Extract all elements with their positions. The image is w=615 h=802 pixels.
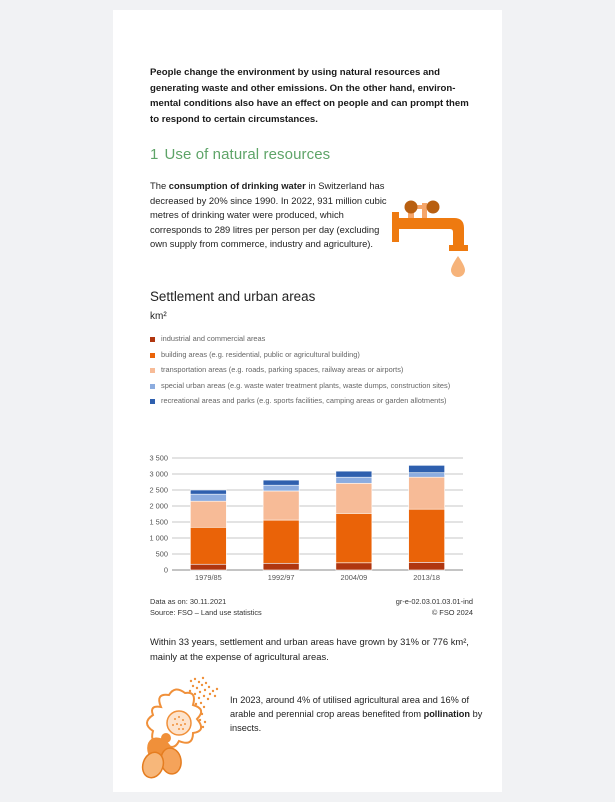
x-tick-label: 1979/85	[195, 573, 222, 582]
legend-swatch	[150, 337, 155, 342]
chart-unit: km²	[150, 311, 167, 322]
pollination-text-bold: pollination	[423, 709, 471, 720]
bar-segment	[409, 477, 445, 509]
data-source: Source: FSO – Land use statistics	[150, 607, 262, 617]
data-date: Data as on: 30.11.2021	[150, 597, 227, 606]
legend-item-special-urban	[150, 381, 470, 392]
pollination-text-start: In 2023, around 4% of utilised agricultural area and 16% of arable and perennial crop areas benefited from	[230, 695, 470, 720]
bar-segment	[190, 527, 226, 564]
bar-segment	[190, 564, 226, 570]
legend-swatch	[150, 368, 155, 373]
bar-segment	[409, 473, 445, 477]
water-text-bold: consumption of drinking water	[168, 180, 306, 191]
legend-swatch	[150, 384, 155, 389]
y-tick-label: 500	[155, 549, 168, 559]
legend-label: industrial and commercial areas	[161, 334, 266, 343]
bar-segment	[263, 520, 299, 563]
chart-code: gr-e-02.03.01.03.01-ind	[395, 597, 473, 606]
chart-footer-right	[396, 597, 473, 618]
x-tick-label: 1992/97	[267, 573, 295, 582]
section-title: Use of natural resources	[164, 146, 331, 163]
bee-flower-icon	[133, 667, 233, 782]
section-heading	[150, 146, 330, 163]
bar-segment	[336, 483, 372, 513]
legend-item-industrial	[150, 334, 470, 345]
bar-segment	[409, 465, 445, 472]
copyright: © FSO 2024	[431, 607, 473, 617]
y-tick-label: 1 000	[149, 533, 168, 543]
growth-paragraph: Within 33 years, settlement and urban areas have grown by 31% or 776 km², mainly at the expense of agricultural areas.	[150, 636, 469, 662]
legend-label: transportation areas (e.g. roads, parking spaces, railway areas or airports)	[161, 365, 404, 374]
section-number: 1	[150, 146, 159, 163]
y-tick-label: 3 000	[149, 469, 168, 479]
legend-swatch	[150, 353, 155, 358]
y-tick-label: 2 000	[149, 501, 168, 511]
water-tap-icon	[388, 190, 478, 282]
bar-segment	[263, 485, 299, 491]
bar-segment	[263, 563, 299, 570]
intro-paragraph: People change the environment by using natural resources and generating waste and other emissions. On the other hand, environ-mental conditions also have an effect on people and can prompt them to respond to certain circumstances.	[150, 67, 469, 125]
bar-segment	[263, 491, 299, 520]
legend-item-building	[150, 350, 470, 361]
bar-segment	[190, 490, 226, 494]
legend-label: recreational areas and parks (e.g. sports facilities, camping areas or garden allotments)	[161, 396, 447, 405]
bar-segment	[263, 480, 299, 485]
chart-legend	[150, 334, 470, 412]
chart-title: Settlement and urban areas	[150, 289, 316, 304]
pollination-text-end: by insects.	[230, 709, 483, 734]
bar-segment	[190, 501, 226, 527]
pollination-paragraph	[230, 693, 490, 736]
page	[113, 10, 502, 792]
bar-segment	[336, 477, 372, 483]
legend-item-transportation	[150, 365, 470, 376]
water-paragraph	[150, 179, 390, 252]
legend-item-recreational	[150, 396, 470, 407]
chart-footer-left	[150, 597, 262, 618]
bar-segment	[409, 509, 445, 562]
bar-segment	[336, 563, 372, 570]
legend-label: building areas (e.g. residential, public or agricultural building)	[161, 349, 360, 359]
legend-swatch	[150, 399, 155, 404]
bar-segment	[336, 513, 372, 562]
legend-label: special urban areas (e.g. waste water treatment plants, waste dumps, construction sites)	[161, 380, 451, 390]
y-tick-label: 3 500	[149, 453, 168, 463]
y-tick-label: 1 500	[149, 517, 168, 527]
bar-segment	[409, 562, 445, 570]
x-tick-label: 2013/18	[413, 573, 440, 582]
x-tick-label: 2004/09	[340, 573, 368, 582]
y-tick-label: 2 500	[149, 485, 168, 495]
water-text-start: The	[150, 180, 169, 191]
y-tick-label: 0	[163, 565, 168, 575]
water-text-end: in Switzerland has decreased by 20% since 1990. In 2022, 931 million cubic metres of drinking water were produced, which corresponds to 289 litres per person per day (excluding own supply from commerce, industry and agriculture).	[150, 180, 387, 250]
bar-segment	[336, 471, 372, 477]
bar-segment	[190, 494, 226, 501]
stacked-bar-chart	[135, 446, 475, 586]
